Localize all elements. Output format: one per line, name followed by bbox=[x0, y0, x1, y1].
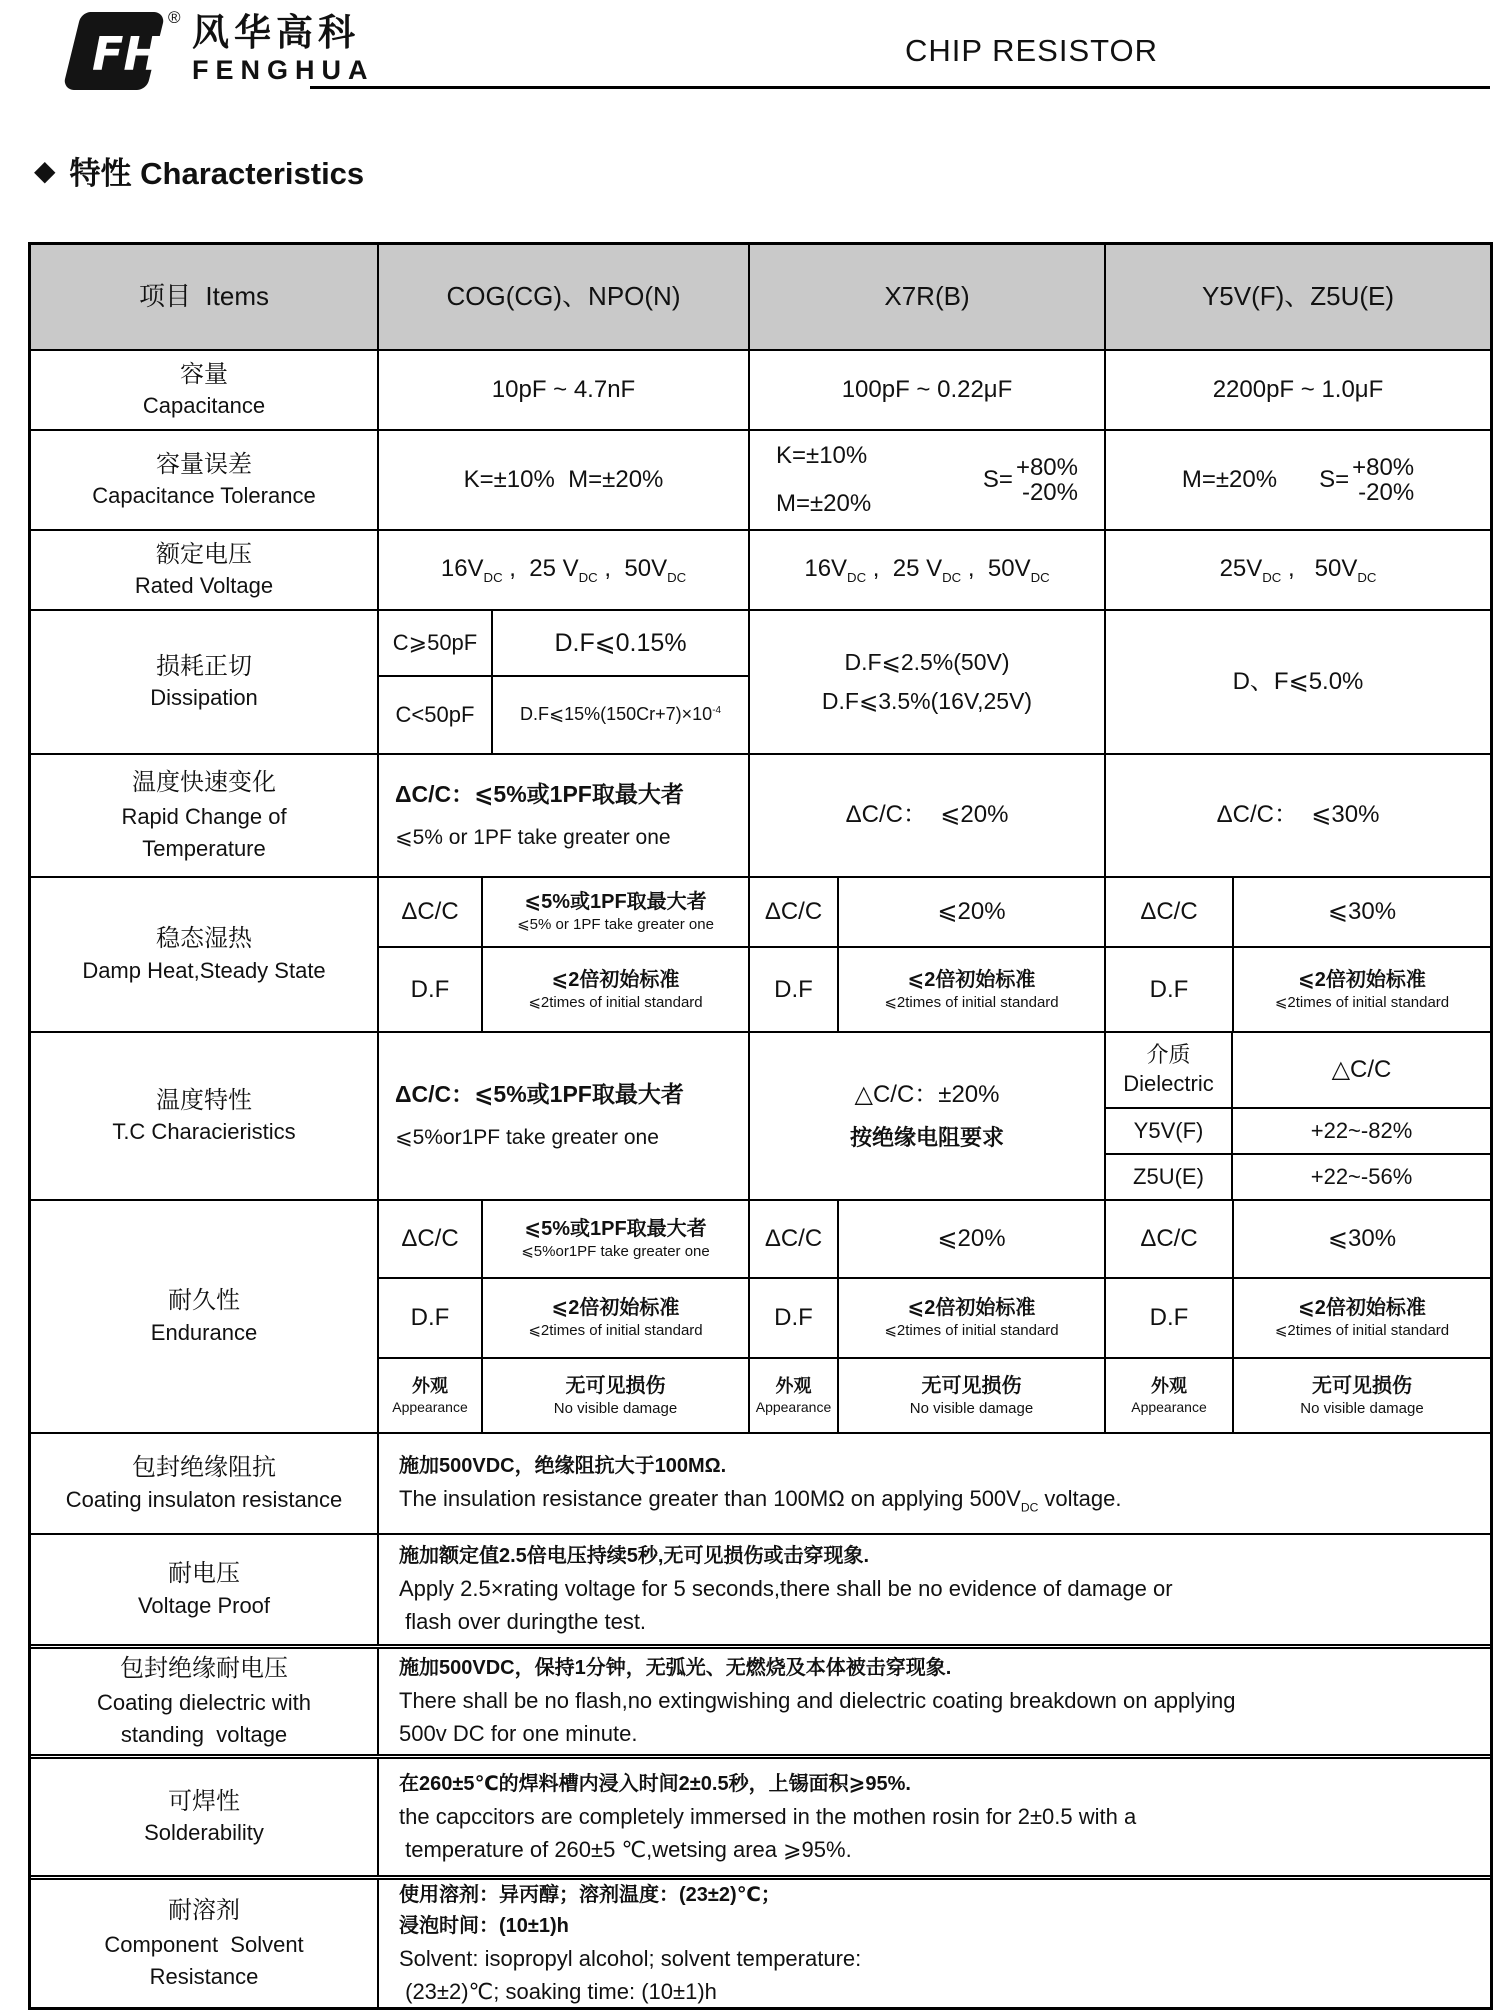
label-coating-dielectric: 包封绝缘耐电压 Coating dielectric with standing voltage bbox=[31, 1649, 379, 1754]
label-capacitance-tolerance: 容量误差 Capacitance Tolerance bbox=[31, 431, 379, 529]
rapid-change-x7r: ΔC/C： ⩽20% bbox=[750, 755, 1106, 876]
coating-insulation-text: 施加500VDC，绝缘阻抗大于100MΩ. The insulation resistance greater than 100MΩ on applying $500V_{DC}$ voltage. bbox=[399, 1454, 1122, 1515]
label-solderability: 可焊性 Solderability bbox=[31, 1759, 379, 1875]
diamond-bullet-icon: ◆ bbox=[34, 154, 56, 186]
section-title-text: 特性 Characteristics bbox=[69, 156, 365, 191]
label-endurance: 耐久性 Endurance bbox=[31, 1201, 379, 1432]
tolerance-x7r-s: S= +80% -20% bbox=[982, 453, 1078, 506]
col-header-y5v-z5u: Y5V(F)、Z5U(E) bbox=[1201, 281, 1395, 312]
tolerance-y5v-m: M=±20% bbox=[1181, 465, 1278, 493]
damp-heat-cog-p1: ΔC/C bbox=[379, 878, 483, 946]
row-damp-heat bbox=[31, 878, 1490, 1033]
tolerance-y5v bbox=[1106, 431, 1490, 529]
damp-heat-cog: ΔC/C ⩽5%或1PF取最大者 ⩽5% or 1PF take greater one D.F ⩽2倍初始标准 ⩽2times of initial standard bbox=[379, 878, 750, 1031]
dissipation-cog bbox=[379, 611, 750, 753]
damp-heat-cog-p2: D.F bbox=[379, 948, 483, 1031]
row-solvent-resistance bbox=[31, 1880, 1490, 2007]
tc-dielectric-value-header: △C/C bbox=[1331, 1056, 1392, 1084]
brand-name-cn: 风华高科 bbox=[192, 12, 360, 53]
row-coating-dielectric bbox=[31, 1649, 1490, 1759]
label-voltage-proof: 耐电压 Voltage Proof bbox=[31, 1535, 379, 1644]
tolerance-x7r-m: M=±20% bbox=[776, 490, 872, 517]
tc-dielectric-header: 介质 Dielectric bbox=[1106, 1033, 1233, 1107]
tc-y5v bbox=[1106, 1033, 1490, 1199]
label-rated-voltage: 额定电压 Rated Voltage bbox=[31, 531, 379, 609]
row-tc-characteristics bbox=[31, 1033, 1490, 1201]
rated-voltage-x7r: $16V_{DC}$ , 25 $V_{DC}$ , $50V_{DC}$ bbox=[750, 531, 1106, 609]
tolerance-y5v-s: S= +80% -20% bbox=[1319, 453, 1415, 506]
rapid-change-y5v: ΔC/C： ⩽30% bbox=[1216, 801, 1380, 829]
row-rapid-change bbox=[31, 755, 1490, 878]
brand-block bbox=[192, 14, 375, 84]
label-damp-heat: 稳态湿热 Damp Heat,Steady State bbox=[31, 878, 379, 1031]
label-dissipation: 损耗正切 Dissipation bbox=[31, 611, 379, 753]
endurance-y5v: ΔC/C ⩽30% D.F ⩽2倍初始标准 ⩽2times of initial standard 外观 Appearance 无可见损伤 No visible damage bbox=[1106, 1201, 1490, 1432]
page-title: CHIP RESISTOR bbox=[905, 33, 1159, 68]
registered-trademark-icon: ® bbox=[168, 8, 181, 27]
label-coating-insulation: 包封绝缘阻抗 Coating insulaton resistance bbox=[31, 1434, 379, 1533]
tc-cog: ΔC/C：⩽5%或1PF取最大者 ⩽5%or1PF take greater one bbox=[379, 1033, 750, 1199]
brand-name-en: FENGHUA bbox=[192, 55, 375, 85]
col-header-x7r: X7R(B) bbox=[750, 245, 1106, 349]
row-capacitance bbox=[31, 351, 1490, 431]
capacitance-x7r: 100pF ~ 0.22μF bbox=[750, 351, 1106, 429]
rated-voltage-cog: $16V_{DC}$ , 25 $V_{DC}$ , $50V_{DC}$ bbox=[379, 531, 750, 609]
tolerance-x7r bbox=[750, 431, 1106, 529]
tc-row-z5u-name: Z5U(E) bbox=[1106, 1155, 1233, 1199]
label-tc-characteristics: 温度特性 T.C Characieristics bbox=[31, 1033, 379, 1199]
tc-row-z5u-value: +22~-56% bbox=[1310, 1163, 1413, 1189]
damp-heat-y5v-p1-value: ⩽30% bbox=[1327, 898, 1397, 926]
endurance-y5v-p1-value: ⩽30% bbox=[1327, 1225, 1397, 1253]
dissipation-y5v: D、F⩽5.0% bbox=[1232, 667, 1364, 695]
section-title bbox=[34, 148, 364, 193]
solvent-resistance-text: 使用溶剂：异丙醇；溶剂温度：(23±2)℃； 浸泡时间：(10±1)h Solvent: isopropyl alcohol; solvent temperature: (23±2)℃; soaking time: (10±1)h bbox=[399, 1883, 862, 2004]
damp-heat-y5v: ΔC/C ⩽30% D.F ⩽2倍初始标准 ⩽2times of initial standard bbox=[1106, 878, 1490, 1031]
endurance-x7r: ΔC/C ⩽20% D.F ⩽2倍初始标准 ⩽2times of initial standard 外观 Appearance 无可见损伤 No visible damage bbox=[750, 1201, 1106, 1432]
tc-x7r: △C/C：±20% 按绝缘电阻要求 bbox=[750, 1033, 1106, 1199]
svg-text:FH: FH bbox=[92, 27, 162, 81]
capacitance-y5v: 2200pF ~ 1.0μF bbox=[1212, 375, 1384, 403]
endurance-appearance-label: 外观 Appearance bbox=[379, 1359, 483, 1432]
damp-heat-x7r-p1-value: ⩽20% bbox=[937, 898, 1006, 926]
endurance-x7r-p1-value: ⩽20% bbox=[937, 1225, 1006, 1253]
row-dissipation bbox=[31, 611, 1490, 755]
row-endurance bbox=[31, 1201, 1490, 1434]
endurance-cog: ΔC/C ⩽5%或1PF取最大者 ⩽5%or1PF take greater one D.F ⩽2倍初始标准 ⩽2times of initial standard 外观 Appearance 无可见损伤 No visible damage bbox=[379, 1201, 750, 1432]
row-solderability bbox=[31, 1759, 1490, 1880]
tc-row-y5v-value: +22~-82% bbox=[1310, 1117, 1413, 1143]
capacitance-cog: 10pF ~ 4.7nF bbox=[379, 351, 750, 429]
tolerance-cog: K=±10% M=±20% bbox=[379, 431, 750, 529]
label-solvent-resistance: 耐溶剂 Component Solvent Resistance bbox=[31, 1880, 379, 2007]
solderability-text: 在260±5℃的焊料槽内浸入时间2±0.5秒，上锡面积⩾95%. the capccitors are completely immersed in the mothen rosin for 2±0.5 with a temperature of 260±5 ℃,wetsing area ⩾95%. bbox=[399, 1772, 1137, 1862]
col-header-items: 项目 Items bbox=[31, 245, 379, 349]
tolerance-x7r-k: K=±10% bbox=[776, 441, 868, 469]
tc-row-y5v-name: Y5V(F) bbox=[1106, 1109, 1233, 1153]
label-capacitance: 容量 Capacitance bbox=[31, 351, 379, 429]
dissipation-cog-cond1: C⩾50pF bbox=[379, 611, 493, 675]
coating-dielectric-text: 施加500VDC，保持1分钟，无弧光、无燃烧及本体被击穿现象. There shall be no flash,no extingwishing and dielectric coating breakdown on applying 500v DC for one minute. bbox=[399, 1657, 1236, 1746]
damp-heat-x7r: ΔC/C ⩽20% D.F ⩽2倍初始标准 ⩽2times of initial standard bbox=[750, 878, 1106, 1031]
fenghua-logo-icon bbox=[62, 10, 166, 99]
label-rapid-change: 温度快速变化 Rapid Change of Temperature bbox=[31, 755, 379, 876]
row-coating-insulation bbox=[31, 1434, 1490, 1535]
table-header-row bbox=[31, 245, 1490, 351]
row-rated-voltage bbox=[31, 531, 1490, 611]
dissipation-cog-val1: D.F⩽0.15% bbox=[554, 628, 687, 657]
characteristics-table bbox=[28, 242, 1493, 2010]
voltage-proof-text: 施加额定值2.5倍电压持续5秒,无可见损伤或击穿现象. Apply 2.5×rating voltage for 5 seconds,there shall be no evidence of damage or flash over duringthe test. bbox=[399, 1545, 1173, 1634]
row-capacitance-tolerance bbox=[31, 431, 1490, 531]
col-header-cog-npo: COG(CG)、NPO(N) bbox=[379, 245, 750, 349]
dissipation-cog-cond2: C<50pF bbox=[379, 677, 493, 753]
rated-voltage-y5v: $25V_{DC}$ , $50V_{DC}$ bbox=[1219, 555, 1377, 585]
rapid-change-cog: ΔC/C：⩽5%或1PF取最大者 ⩽5% or 1PF take greater one bbox=[379, 755, 750, 876]
dissipation-cog-val2: $D.F⩽15\%(150Cr+7)\times 10^{-4}$ bbox=[520, 704, 721, 725]
header-rule bbox=[310, 86, 1490, 89]
row-voltage-proof bbox=[31, 1535, 1490, 1649]
dissipation-x7r: D.F⩽2.5%(50V) D.F⩽3.5%(16V,25V) bbox=[750, 611, 1106, 753]
